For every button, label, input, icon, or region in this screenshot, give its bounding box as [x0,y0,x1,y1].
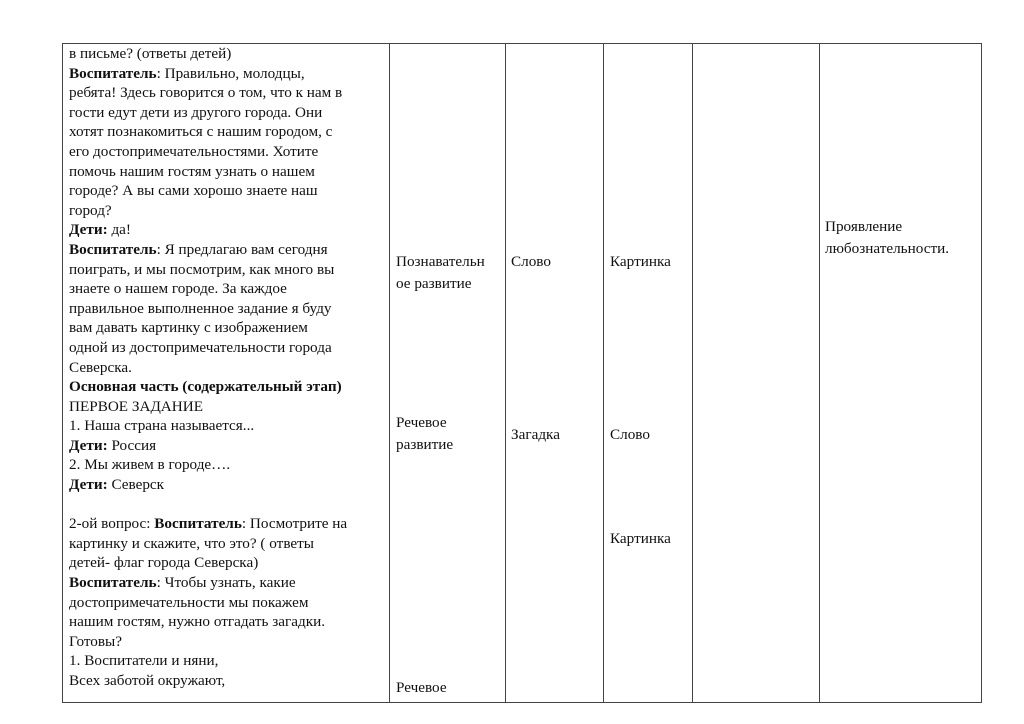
text-line: достопримечательности мы покажем [69,593,309,611]
text-line: ПЕРВОЕ ЗАДАНИЕ [69,397,203,415]
text-line: 2-ой вопрос: Воспитатель: Посмотрите на [69,515,348,533]
method-riddle: Загадка [511,426,560,443]
area-line: Познавательн [396,253,485,270]
text-line: правильное выполненное задание я буду [69,299,332,317]
column-divider-2 [505,43,506,703]
column-divider-4 [692,43,693,703]
text-line: Готовы? [69,632,122,650]
text-line: гости едут дети из другого города. Они [69,103,323,121]
means-picture: Картинка [610,253,671,270]
speaker-label: Воспитатель [69,574,157,592]
text-line: городе? А вы сами хорошо знаете наш [69,182,318,200]
text-line: ребята! Здесь говорится о том, что к нам в [69,84,343,102]
area-speech-2 [396,677,447,699]
result-line: любознательности. [825,240,950,257]
text-line: 1. Воспитатели и няни, [69,652,219,670]
area-line: Речевое [396,679,447,696]
speaker-label: Дети: [69,436,108,454]
text-line: нашим гостям, нужно отгадать загадки. [69,613,325,631]
text-line: знаете о нашем городе. За каждое [69,280,287,298]
result-line: Проявление [825,218,903,235]
text-line: 1. Наша страна называется... [69,417,255,435]
text-line: вам давать картинку с изображением [69,319,308,337]
text-line: Всех заботой окружают, [69,672,226,689]
means-word: Слово [610,426,650,443]
area-line: Речевое [396,414,447,431]
lesson-dialogue-cell [69,44,387,691]
area-line: развитие [396,436,454,453]
text-line: Воспитатель: Правильно, молодцы, [69,64,305,82]
text-line: одной из достопримечательности города [69,338,332,356]
column-divider-3 [603,43,604,703]
table-bottom-border [62,702,982,703]
section-heading: Основная часть (содержательный этап) [69,378,342,396]
blank-line [69,495,387,515]
text-line: в письме? (ответы детей) [69,45,232,62]
area-cognitive [396,251,485,295]
text-line: Дети: да! [69,221,131,239]
area-line: ое развитие [396,275,472,292]
text-line: детей- флаг города Северска) [69,554,259,572]
area-speech [396,412,453,456]
speaker-label: Воспитатель [154,515,242,533]
speaker-label: Воспитатель [69,240,157,258]
speaker-label: Дети: [69,221,108,239]
text-line: Воспитатель: Чтобы узнать, какие [69,574,296,592]
text-line: поиграть, и мы посмотрим, как много вы [69,260,335,278]
speaker-label: Дети: [69,476,108,494]
method-word: Слово [511,253,551,270]
text-line: 2. Мы живем в городе…. [69,456,231,474]
table-border-left [62,43,63,703]
text-line: город? [69,201,112,219]
text-line: картинку и скажите, что это? ( ответы [69,534,314,552]
text-line: хотят познакомиться с нашим городом, с [69,123,333,141]
speaker-label: Воспитатель [69,64,157,82]
result-curiosity [825,216,949,260]
means-picture-2: Картинка [610,530,671,547]
text-line: Дети: Россия [69,436,157,454]
table-border-right [981,43,982,703]
text-line: его достопримечательностями. Хотите [69,142,319,160]
text-line: Воспитатель: Я предлагаю вам сегодня [69,240,328,258]
column-divider-5 [819,43,820,703]
text-line: помочь нашим гостям узнать о нашем [69,162,315,180]
column-divider-1 [389,43,390,703]
text-line: Северска. [69,358,132,376]
text-line: Дети: Северск [69,476,165,494]
